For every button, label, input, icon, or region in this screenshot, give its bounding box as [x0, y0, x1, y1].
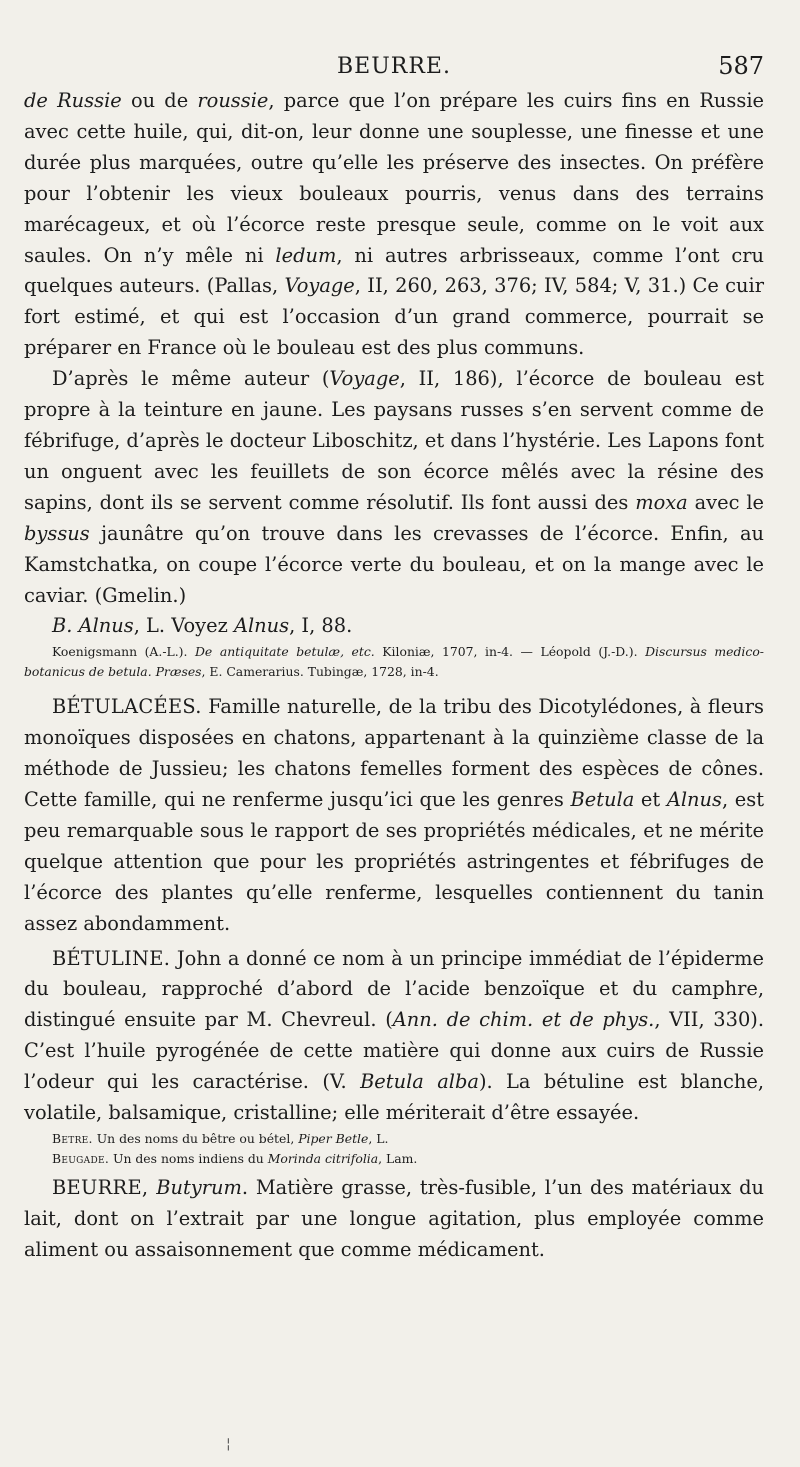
entry-betre [24, 1129, 764, 1149]
text-run: , L. Voyez [133, 614, 234, 638]
italic-term: Ann. de chim. et de phys. [392, 1008, 655, 1032]
page-header [24, 52, 764, 84]
text-run: , L. [368, 1131, 389, 1146]
text-run: , Lam. [378, 1151, 418, 1166]
italic-term: Betula [570, 788, 635, 812]
bibliography-note [24, 642, 764, 682]
paragraph-huile-de-bouleau [24, 86, 764, 364]
text-run: Famille naturelle, de la tribu des Dicotylédones, à fleurs monoïques disposées en chatons, appartenant à la quinzième classe de la méthode de Jussieu; les chatons femelles forment des espèces de cônes. Cette famille, qui ne renferme jusqu’ici que les genres [24, 695, 764, 812]
spacer [24, 682, 764, 692]
text-run: et [634, 788, 667, 812]
text-run: , II, 260, 263, 376; IV, 584; V, 31.) Ce cuir fort estimé, et qui est l’occasion d’un grand commerce, pourrait se préparer en France où le bouleau est des plus communs. [24, 274, 764, 360]
text-run: , II, 186), l’écorce de bouleau est propre à la teinture en jaune. Les paysans russes s’en servent comme de fébrifuge, d’après le docteur Liboschitz, et dans l’hystérie. Les Lapons font un onguent avec les feuillets de son écorce mêlés avec la résine des sapins, dont ils se servent comme résolutif. Ils font aussi des [24, 367, 764, 514]
italic-term: Butyrum [156, 1176, 242, 1199]
text-run: , VII, 330). C’est l’huile pyrogénée de cette matière qui donne aux cuirs de Russie l’odeur qui les caractérise. (V. [24, 1008, 765, 1094]
paragraph-ecorce-teinture [24, 364, 764, 611]
text-run: ou de [121, 89, 198, 112]
italic-term: B. Alnus [52, 614, 134, 638]
text-run: Koenigsmann (A.-L.). [52, 644, 195, 660]
page-body [24, 86, 764, 1266]
entry-term: BÉTULINE. [52, 946, 171, 970]
italic-term: ledum [275, 243, 337, 267]
paragraph-b-alnus [24, 611, 764, 642]
italic-term: De antiquitate betulæ, etc. [195, 644, 375, 660]
italic-term: Alnus [666, 788, 722, 812]
text-run: avec le [687, 490, 764, 514]
text-run: , parce que l’on prépare les cuirs fins en Russie avec cette huile, qui, dit-on, leur donne une souplesse, une finesse et une durée plus marquées, outre qu’elle les préserve des insectes. On préfère pour l’obtenir les vieux bouleaux pourris, venus dans des terrains marécageux, et où l’écorce reste presque seule, comme on le voit aux saules. On n’y mêle ni [24, 89, 765, 267]
italic-term: de Russie [24, 89, 122, 112]
text-run: D’après le même auteur ( [52, 367, 330, 391]
italic-term: byssus [24, 521, 90, 545]
text-run: , est peu remarquable sous le rapport de ses propriétés médicales, et ne mérite quelque attention que pour les propriétés astringentes et fébrifuges de l’écorce des plantes qu’elle renferme, lesquelles contiennent du tanin assez abondamment. [24, 788, 764, 935]
text-run: , E. Camerarius. Tubingæ, 1728, in-4. [201, 664, 439, 680]
italic-term: Voyage [284, 274, 355, 298]
text-run: , I, 88. [289, 614, 353, 638]
italic-term: Voyage [329, 367, 400, 391]
entry-beurre [24, 1173, 764, 1266]
text-run: , ni autres arbrisseaux, comme l’ont cru quelques auteurs. (Pallas, [24, 243, 764, 298]
text-run: Kiloniæ, 1707, in-4. — Léopold (J.-D.). [374, 644, 646, 660]
page-number: 587 [718, 52, 764, 80]
italic-term: Betula alba [360, 1070, 479, 1094]
italic-term: Morinda citrifolia [267, 1151, 379, 1166]
text-run: ). La bétuline est blanche, volatile, balsamique, cristalline; elle mériterait d’être essayée. [24, 1070, 764, 1125]
text-run: John a donné ce nom à un principe immédiat de l’épiderme du bouleau, rapproché d’abord de l’acide benzoïque et du camphre, distingué ensuite par M. Chevreul. ( [24, 946, 764, 1032]
italic-term: Alnus [233, 614, 290, 638]
page-bottom-mark: ¦ [226, 1436, 231, 1452]
entry-term: Betre. [52, 1131, 93, 1146]
entry-betuline [24, 944, 764, 1129]
italic-term: roussie [197, 89, 269, 112]
entry-betulacees [24, 692, 764, 939]
running-head: BEURRE. [337, 54, 451, 79]
entry-term: BEURRE, [52, 1176, 149, 1199]
text-run: jaunâtre qu’on trouve dans les crevasses de l’écorce. Enfin, au Kamstchatka, on coupe l’écorce verte du bouleau, et on la mange avec le caviar. (Gmelin.) [24, 521, 764, 607]
italic-term: moxa [635, 490, 688, 514]
entry-beugade [24, 1149, 764, 1169]
italic-term: Discursus medico-botanicus de betula. Præses [24, 644, 764, 680]
text-run: Un des noms indiens du [109, 1151, 268, 1166]
entry-term: Beugade. [52, 1151, 110, 1166]
text-run: Un des noms du bêtre ou bétel, [92, 1131, 299, 1146]
text-run: . Matière grasse, très-fusible, l’un des matériaux du lait, dont on l’extrait par une longue agitation, plus employée comme aliment ou assaisonnement que comme médicament. [24, 1176, 764, 1261]
italic-term: Piper Betle [298, 1131, 369, 1146]
entry-term: BÉTULACÉES. [52, 695, 202, 719]
